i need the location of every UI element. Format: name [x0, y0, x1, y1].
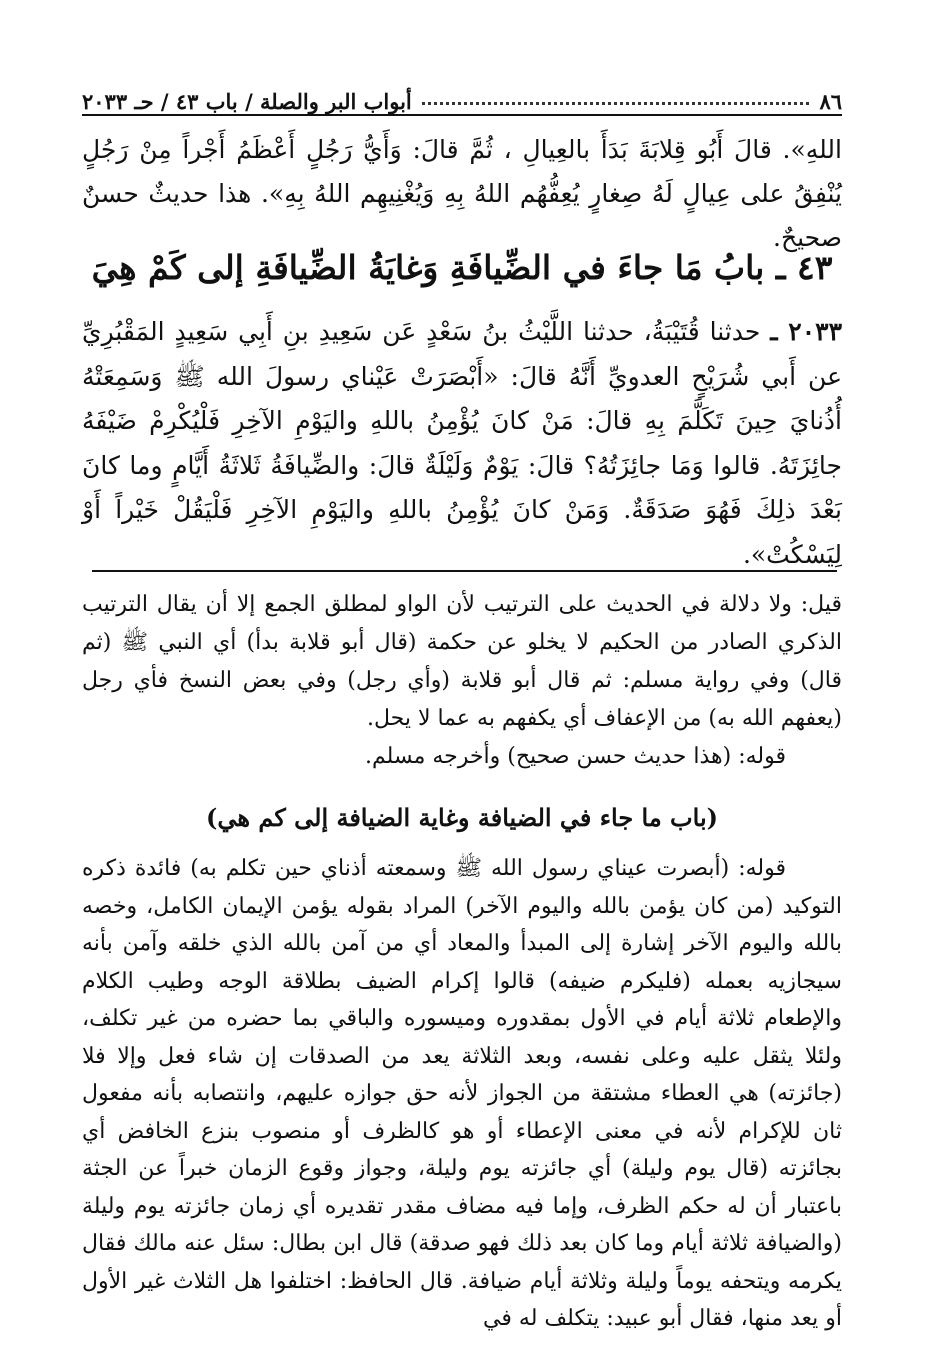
commentary-heading: (باب ما جاء في الضيافة وغاية الضيافة إلى كم هي)	[206, 803, 718, 832]
running-title: أبواب البر والصلة / باب ٤٣ / حـ ٢٠٣٣	[82, 89, 412, 114]
page-header	[82, 80, 842, 114]
hadith-text-block	[82, 310, 842, 577]
top-paragraph: اللهِ». قالَ أَبُو قِلابَةَ بَدَأَ بالعِيالِ ، ثُمَّ قالَ: وَأَيُّ رَجُلٍ أَعْظَمُ أَجْراً مِنْ رَجُلٍ يُنْفِقُ على عِيالٍ لَهُ صِغارٍ يُعِفُّهُم اللهُ بِهِ وَيُغْنِيهِم اللهُ بِهِ». هذا حديثٌ حسنٌ صحيحٌ.	[82, 135, 842, 252]
header-dotted-leader	[422, 102, 810, 105]
commentary-paragraph: قوله: (هذا حديث حسن صحيح) وأخرجه مسلم.	[365, 744, 786, 769]
header-rule	[82, 114, 842, 116]
page-number: ٨٦	[819, 89, 842, 114]
commentary-paragraph: قيل: ولا دلالة في الحديث على الترتيب لأن الواو لمطلق الجمع إلا أن يقال الترتيب الذكري الصادر من الحكيم لا يخلو عن حكمة (قال أبو قلابة بدأ) أي النبي ﷺ (ثم قال) وفي رواية مسلم: ثم قال أبو قلابة (وأي رجل) وفي بعض النسخ فأي رجل (يعفهم الله به) من الإعفاف أي يكفهم به عما لا يحل.	[82, 592, 842, 731]
commentary-block-2	[82, 850, 842, 1338]
footnote-divider	[92, 570, 837, 572]
commentary-block-1	[82, 586, 842, 776]
chapter-title: ٤٣ ـ بابُ مَا جاءَ في الضِّيافَةِ وَغايَةُ الضِّيافَةِ إلى كَمْ هِيَ	[91, 248, 833, 287]
hadith-text: حدثنا قُتَيْبَةُ، حدثنا اللَّيْثُ بنُ سَعْدٍ عَن سَعِيدِ بنِ أَبِي سَعِيدٍ المَقْبُرِيِّ عن أَبي شُرَيْحٍ العدويِّ أَنَّهُ قالَ: «أَبْصَرَتْ عَيْناي رسولَ الله ﷺ وَسَمِعَتْهُ أُذُنايَ حِينَ تَكَلَّمَ بِهِ قالَ: مَنْ كانَ يُؤْمِنُ باللهِ واليَوْمِ الآخِرِ فَلْيُكْرِمْ ضَيْفَهُ جائِزَتَهُ. قالوا وَمَا جائِزَتُهُ؟ قالَ: يَوْمٌ وَلَيْلَةٌ قالَ: والضِّيافَةُ ثَلاثَةُ أَيَّامٍ وما كانَ بَعْدَ ذلِكَ فَهُوَ صَدَقَةٌ. وَمَنْ كانَ يُؤْمِنُ باللهِ واليَوْمِ الآخِرِ فَلْيَقُلْ خَيْراً أَوْ لِيَسْكُتْ».	[82, 317, 842, 569]
commentary-paragraph: قوله: (أبصرت عيناي رسول الله ﷺ وسمعته أذناي حين تكلم به) فائدة ذكره التوكيد (من كان يؤمن بالله واليوم الآخر) المراد بقوله يؤمن الإيمان الكامل، وخصه بالله واليوم الآخر إشارة إلى المبدأ والمعاد أي من آمن بالله الذي خلقه وآمن بأنه سيجازيه بعمله (فليكرم ضيفه) قالوا إكرام الضيف بطلاقة الوجه وطيب الكلام والإطعام ثلاثة أيام في الأول بمقدوره وميسوره والباقي بما حضره من غير تكلف، ولئلا يثقل عليه وعلى نفسه، وبعد الثلاثة يعد من الصدقات إن شاء فعل وإلا فلا (جائزته) هي العطاء مشتقة من الجواز لأنه حق جوازه عليهم، وانتصابه بأنه مفعول ثان للإكرام لأنه في معنى الإعطاء أو هو كالظرف أو منصوب بنزع الخافض أي بجائزته (قال يوم وليلة) أي جائزته يوم وليلة، وجواز وقوع الزمان خبراً عن الجثة باعتبار أن له حكم الظرف، وإما فيه مضاف مقدر تقديره أي زمان جائزته يوم وليلة (والضيافة ثلاثة أيام وما كان بعد ذلك فهو صدقة) قال ابن بطال: سئل عنه مالك فقال يكرمه ويتحفه يوماً وليلة وثلاثة أيام ضيافة. قال الحافظ: اختلفوا هل الثلاث غير الأول أو يعد منها، فقال أبو عبيد: يتكلف له في	[82, 856, 842, 1331]
hadith-number: ٢٠٣٣ ـ	[770, 317, 842, 346]
